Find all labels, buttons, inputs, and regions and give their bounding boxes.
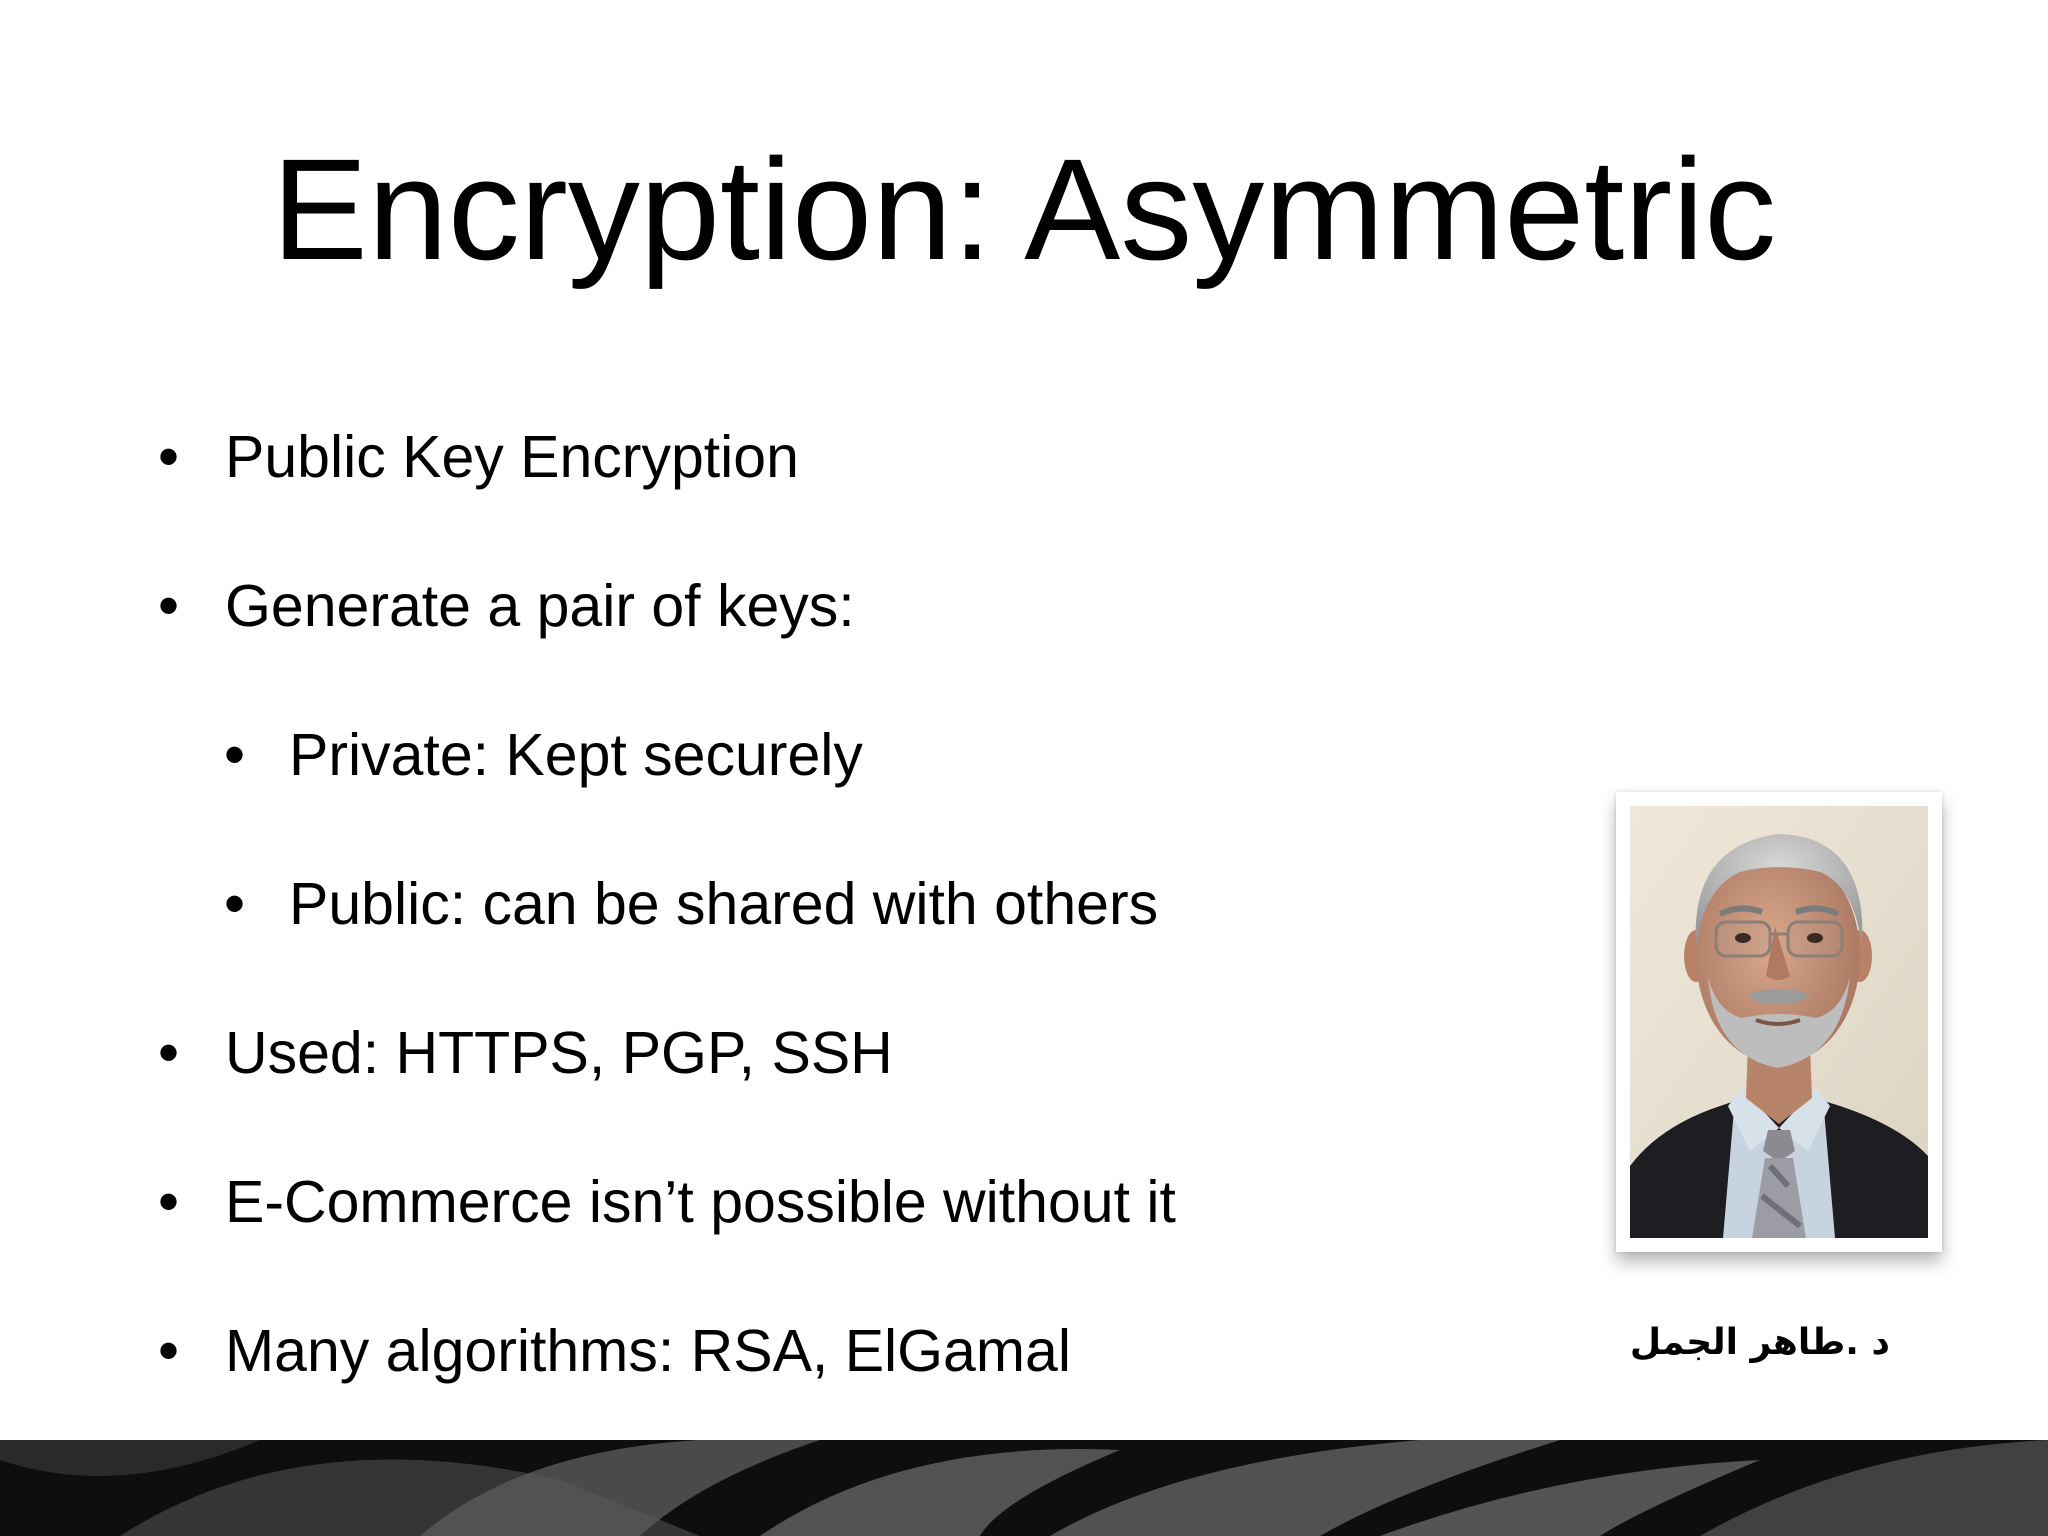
bullet-text: Generate a pair of keys: [225, 573, 855, 639]
bullet-text: E-Commerce isn’t possible without it [225, 1169, 1176, 1235]
bullet-dot: • [158, 1019, 180, 1086]
bullet-dot: • [158, 423, 180, 490]
bullet-text: Private: Kept securely [289, 722, 863, 788]
portrait-photo-frame [1616, 792, 1942, 1252]
photo-caption: د .طاهر الجمل [1629, 1322, 1890, 1363]
bullet-text: Public: can be shared with others [289, 871, 1159, 937]
bullet-dot: • [224, 721, 246, 788]
bullet-text: Used: HTTPS, PGP, SSH [225, 1020, 893, 1086]
bullet-text: Public Key Encryption [225, 424, 799, 490]
bullet-dot: • [158, 1317, 180, 1384]
bullet-dot: • [158, 572, 180, 639]
bullet-dot: • [224, 870, 246, 937]
footer-decorative-band [0, 1440, 2048, 1536]
bullet-dot: • [158, 1168, 180, 1235]
portrait-photo [1630, 806, 1928, 1238]
slide-title: Encryption: Asymmetric [271, 129, 1777, 290]
bullet-text: Many algorithms: RSA, ElGamal [225, 1318, 1071, 1384]
